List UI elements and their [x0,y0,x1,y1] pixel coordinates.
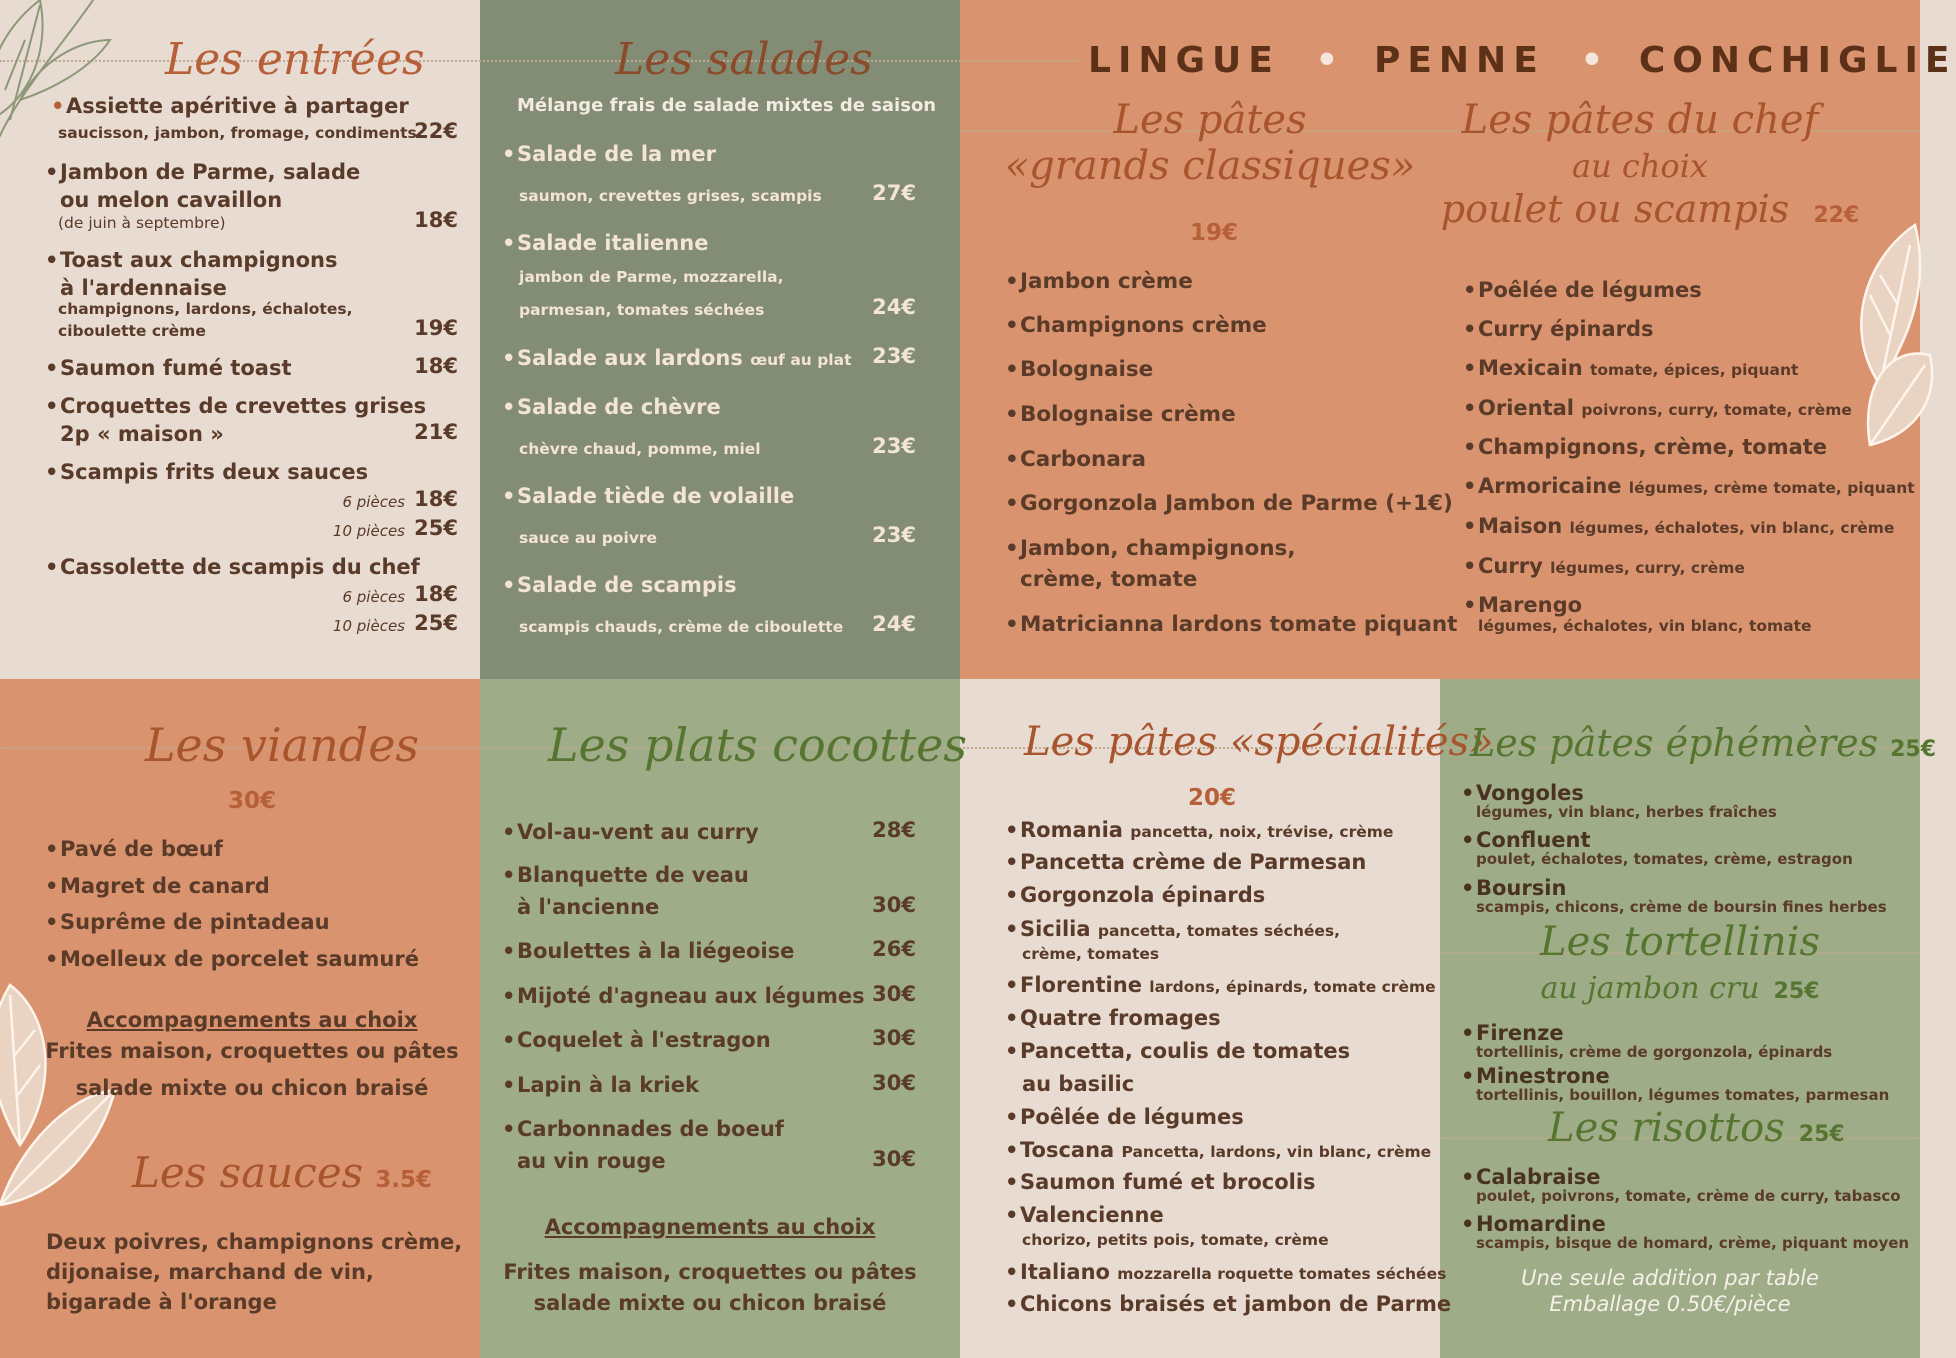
list-item: • Coquelet à l'estragon [517,1026,771,1054]
list-item: • Moelleux de porcelet saumuré [60,945,419,973]
list-item: • Champignons, crème, tomate [1478,433,1827,461]
item-price: 27€ [872,181,916,205]
chef-title: Les pâtes du chef au choix poulet ou scampis 22€ [1440,97,1860,231]
item-desc: chorizo, petits pois, tomate, crème [1022,1231,1329,1249]
item-desc: légumes, vin blanc, herbes fraîches [1476,803,1777,821]
viandes-title: Les viandes [145,718,420,772]
item-desc: parmesan, tomates séchées [519,301,765,319]
item-desc: tortellinis, bouillon, légumes tomates, parmesan [1476,1086,1890,1104]
list-item: • Bolognaise [1020,356,1153,384]
pasta-header: LINGUE • PENNE • CONCHIGLIE [1088,40,1956,81]
item-qty: 10 pièces [332,617,405,635]
list-item: crème, tomate [1020,567,1198,592]
list-item: • Salade de chèvre [517,393,721,421]
item-desc: saucisson, jambon, fromage, condiments [58,124,417,142]
item-desc: champignons, lardons, échalotes, [58,300,353,318]
list-item: • Toscana Pancetta, lardons, vin blanc, crème [1020,1136,1431,1166]
item-name: à l'ardennaise [60,276,227,300]
item-name: à l'ancienne [517,895,660,919]
item-desc: scampis, bisque de homard, crème, piquant moyen [1476,1234,1910,1252]
footer-note: Une seule addition par table [1521,1266,1819,1290]
item-price: 30€ [872,982,916,1006]
sauces-title: Les sauces 3.5€ [132,1148,432,1197]
item-price: 18€ [414,208,458,232]
item-desc: jambon de Parme, mozzarella, [519,268,784,286]
list-item: • Jambon, champignons, [1020,535,1296,563]
list-item: • Magret de canard [60,872,270,900]
item-price: 19€ [414,316,458,340]
accompagnements-title: Accompagnements au choix [544,1215,876,1239]
classiques-price: 19€ [1190,220,1239,246]
list-item: • Gorgonzola épinards [1020,881,1265,909]
list-item: • Saumon fumé et brocolis [1020,1168,1316,1196]
item-desc: tortellinis, crème de gorgonzola, épinards [1476,1043,1833,1061]
list-item: • Valencienne [1020,1201,1164,1229]
item-name: 2p « maison » [60,422,224,446]
item-desc: poulet, échalotes, tomates, crème, estragon [1476,850,1853,868]
item-price: 30€ [872,1147,916,1171]
classiques-title: Les pâtes «grands classiques» [1004,97,1416,189]
leaf-icon [0,0,120,170]
list-item: • Florentine lardons, épinards, tomate crème [1020,971,1436,1001]
list-item: • Salade italienne [517,229,708,257]
list-item: • Scampis frits deux sauces [60,458,368,486]
salades-subtitle: Mélange frais de salade mixtes de saison [517,95,937,116]
item-desc: crème, tomates [1022,945,1160,963]
ephemeres-title: Les pâtes éphémères 25€ [1470,721,1937,765]
accompagnements-text: salade mixte ou chicon braisé [533,1291,887,1315]
list-item: • Bolognaise crème [1020,401,1236,429]
list-item: • Poêlée de légumes [1478,276,1702,304]
item-price: 30€ [872,893,916,917]
list-item: • Marengo [1478,591,1582,619]
list-item: • Italiano mozzarella roquette tomates séchées [1020,1258,1446,1288]
sauces-text: bigarade à l'orange [46,1290,277,1314]
list-item: • Carbonnades de boeuf [517,1115,784,1143]
list-item: • Matricianna lardons tomate piquant [1020,611,1457,639]
item-desc: ciboulette crème [58,322,206,340]
list-item: • Homardine [1476,1210,1606,1238]
list-item: • Boulettes à la liégeoise [517,937,794,965]
item-desc: poulet, poivrons, tomate, crème de curry, tabasco [1476,1187,1901,1205]
list-item: • Champignons crème [1020,312,1267,340]
list-item: • Vol-au-vent au curry [517,818,759,846]
list-item: • Salade aux lardons œuf au plat [517,344,852,374]
item-desc: sauce au poivre [519,529,658,547]
item-price: 18€ [414,354,458,378]
tortellinis-title: Les tortellinis au jambon cru 25€ [1540,919,1820,1006]
item-price: 23€ [872,523,916,547]
item-desc: (de juin à septembre) [58,214,226,232]
item-desc: chèvre chaud, pomme, miel [519,440,761,458]
list-item: • Curry épinards [1478,315,1654,343]
list-item: • Salade de la mer [517,140,716,168]
list-item: • Assiette apéritive à partager [66,92,409,120]
accompagnements-text: Frites maison, croquettes ou pâtes [503,1260,917,1284]
item-price: 25€ [414,611,458,635]
list-item: • Suprême de pintadeau [60,908,330,936]
list-item: • Chicons braisés et jambon de Parme [1020,1290,1451,1318]
list-item: • Salade de scampis [517,571,737,599]
list-item: • Curry légumes, curry, crème [1478,552,1745,582]
risottos-title: Les risottos 25€ [1548,1105,1845,1151]
divider [0,60,1080,62]
entrees-title: Les entrées [165,34,425,85]
list-item: • Croquettes de crevettes grises [60,392,426,420]
item-desc: saumon, crevettes grises, scampis [519,187,822,205]
list-item: • Salade tiède de volaille [517,482,794,510]
list-item: • Carbonara [1020,446,1146,474]
item-name: au basilic [1022,1072,1135,1096]
list-item: • Boursin [1476,874,1566,902]
item-desc: scampis, chicons, crème de boursin fines herbes [1476,898,1887,916]
item-price: 30€ [872,1071,916,1095]
list-item: • Blanquette de veau [517,861,749,889]
item-price: 18€ [414,487,458,511]
cocottes-title: Les plats cocottes [548,718,968,772]
item-name: ou melon cavaillon [60,188,283,212]
list-item: • Gorgonzola Jambon de Parme (+1€) [1020,490,1453,518]
accompagnements-text: salade mixte ou chicon braisé [75,1076,429,1100]
list-item: • Armoricaine légumes, crème tomate, piquant [1478,472,1915,502]
footer-note: Emballage 0.50€/pièce [1549,1292,1791,1316]
list-item: • Pancetta crème de Parmesan [1020,848,1366,876]
panel-cocottes [480,679,960,1358]
list-item: • Mijoté d'agneau aux légumes [517,982,865,1010]
list-item: • Calabraise [1476,1163,1600,1191]
item-price: 28€ [872,818,916,842]
viandes-price: 30€ [228,788,277,814]
item-price: 26€ [872,937,916,961]
list-item: • Oriental poivrons, curry, tomate, crème [1478,394,1852,424]
item-name: au vin rouge [517,1149,666,1173]
item-qty: 6 pièces [342,493,405,511]
item-price: 22€ [414,119,458,143]
item-desc: légumes, échalotes, vin blanc, tomate [1478,617,1812,635]
list-item: • Maison légumes, échalotes, vin blanc, crème [1478,512,1894,542]
specialites-price: 20€ [1188,785,1237,811]
list-item: • Saumon fumé toast [60,354,292,382]
salades-title: Les salades [615,34,873,85]
list-item: • Lapin à la kriek [517,1071,699,1099]
list-item: • Quatre fromages [1020,1004,1221,1032]
list-item: • Toast aux champignons [60,246,338,274]
list-item: • Poêlée de légumes [1020,1103,1244,1131]
list-item: • Vongoles [1476,779,1584,807]
list-item: • Cassolette de scampis du chef [60,553,420,581]
list-item: • Mexicain tomate, épices, piquant [1478,354,1798,384]
specialites-title: Les pâtes «spécialités» [1024,719,1494,765]
item-price: 18€ [414,582,458,606]
item-qty: 6 pièces [342,588,405,606]
item-price: 21€ [414,420,458,444]
item-qty: 10 pièces [332,522,405,540]
list-item: • Jambon crème [1020,268,1193,296]
list-item: • Firenze [1476,1019,1564,1047]
accompagnements-title: Accompagnements au choix [86,1008,418,1032]
item-price: 23€ [872,344,916,368]
list-item: • Pavé de bœuf [60,835,223,863]
list-item: • Jambon de Parme, salade [60,158,360,186]
list-item: • Romania pancetta, noix, trévise, crème [1020,816,1393,846]
sauces-text: Deux poivres, champignons crème, [46,1230,463,1254]
sauces-text: dijonaise, marchand de vin, [46,1260,374,1284]
item-price: 30€ [872,1026,916,1050]
item-desc: scampis chauds, crème de ciboulette [519,618,844,636]
item-price: 24€ [872,612,916,636]
list-item: • Pancetta, coulis de tomates [1020,1037,1350,1065]
list-item: • Sicilia pancetta, tomates séchées, [1020,915,1340,945]
item-price: 25€ [414,516,458,540]
item-price: 23€ [872,434,916,458]
item-price: 24€ [872,295,916,319]
list-item: • Confluent [1476,826,1591,854]
accompagnements-text: Frites maison, croquettes ou pâtes [45,1039,459,1063]
list-item: • Minestrone [1476,1062,1610,1090]
